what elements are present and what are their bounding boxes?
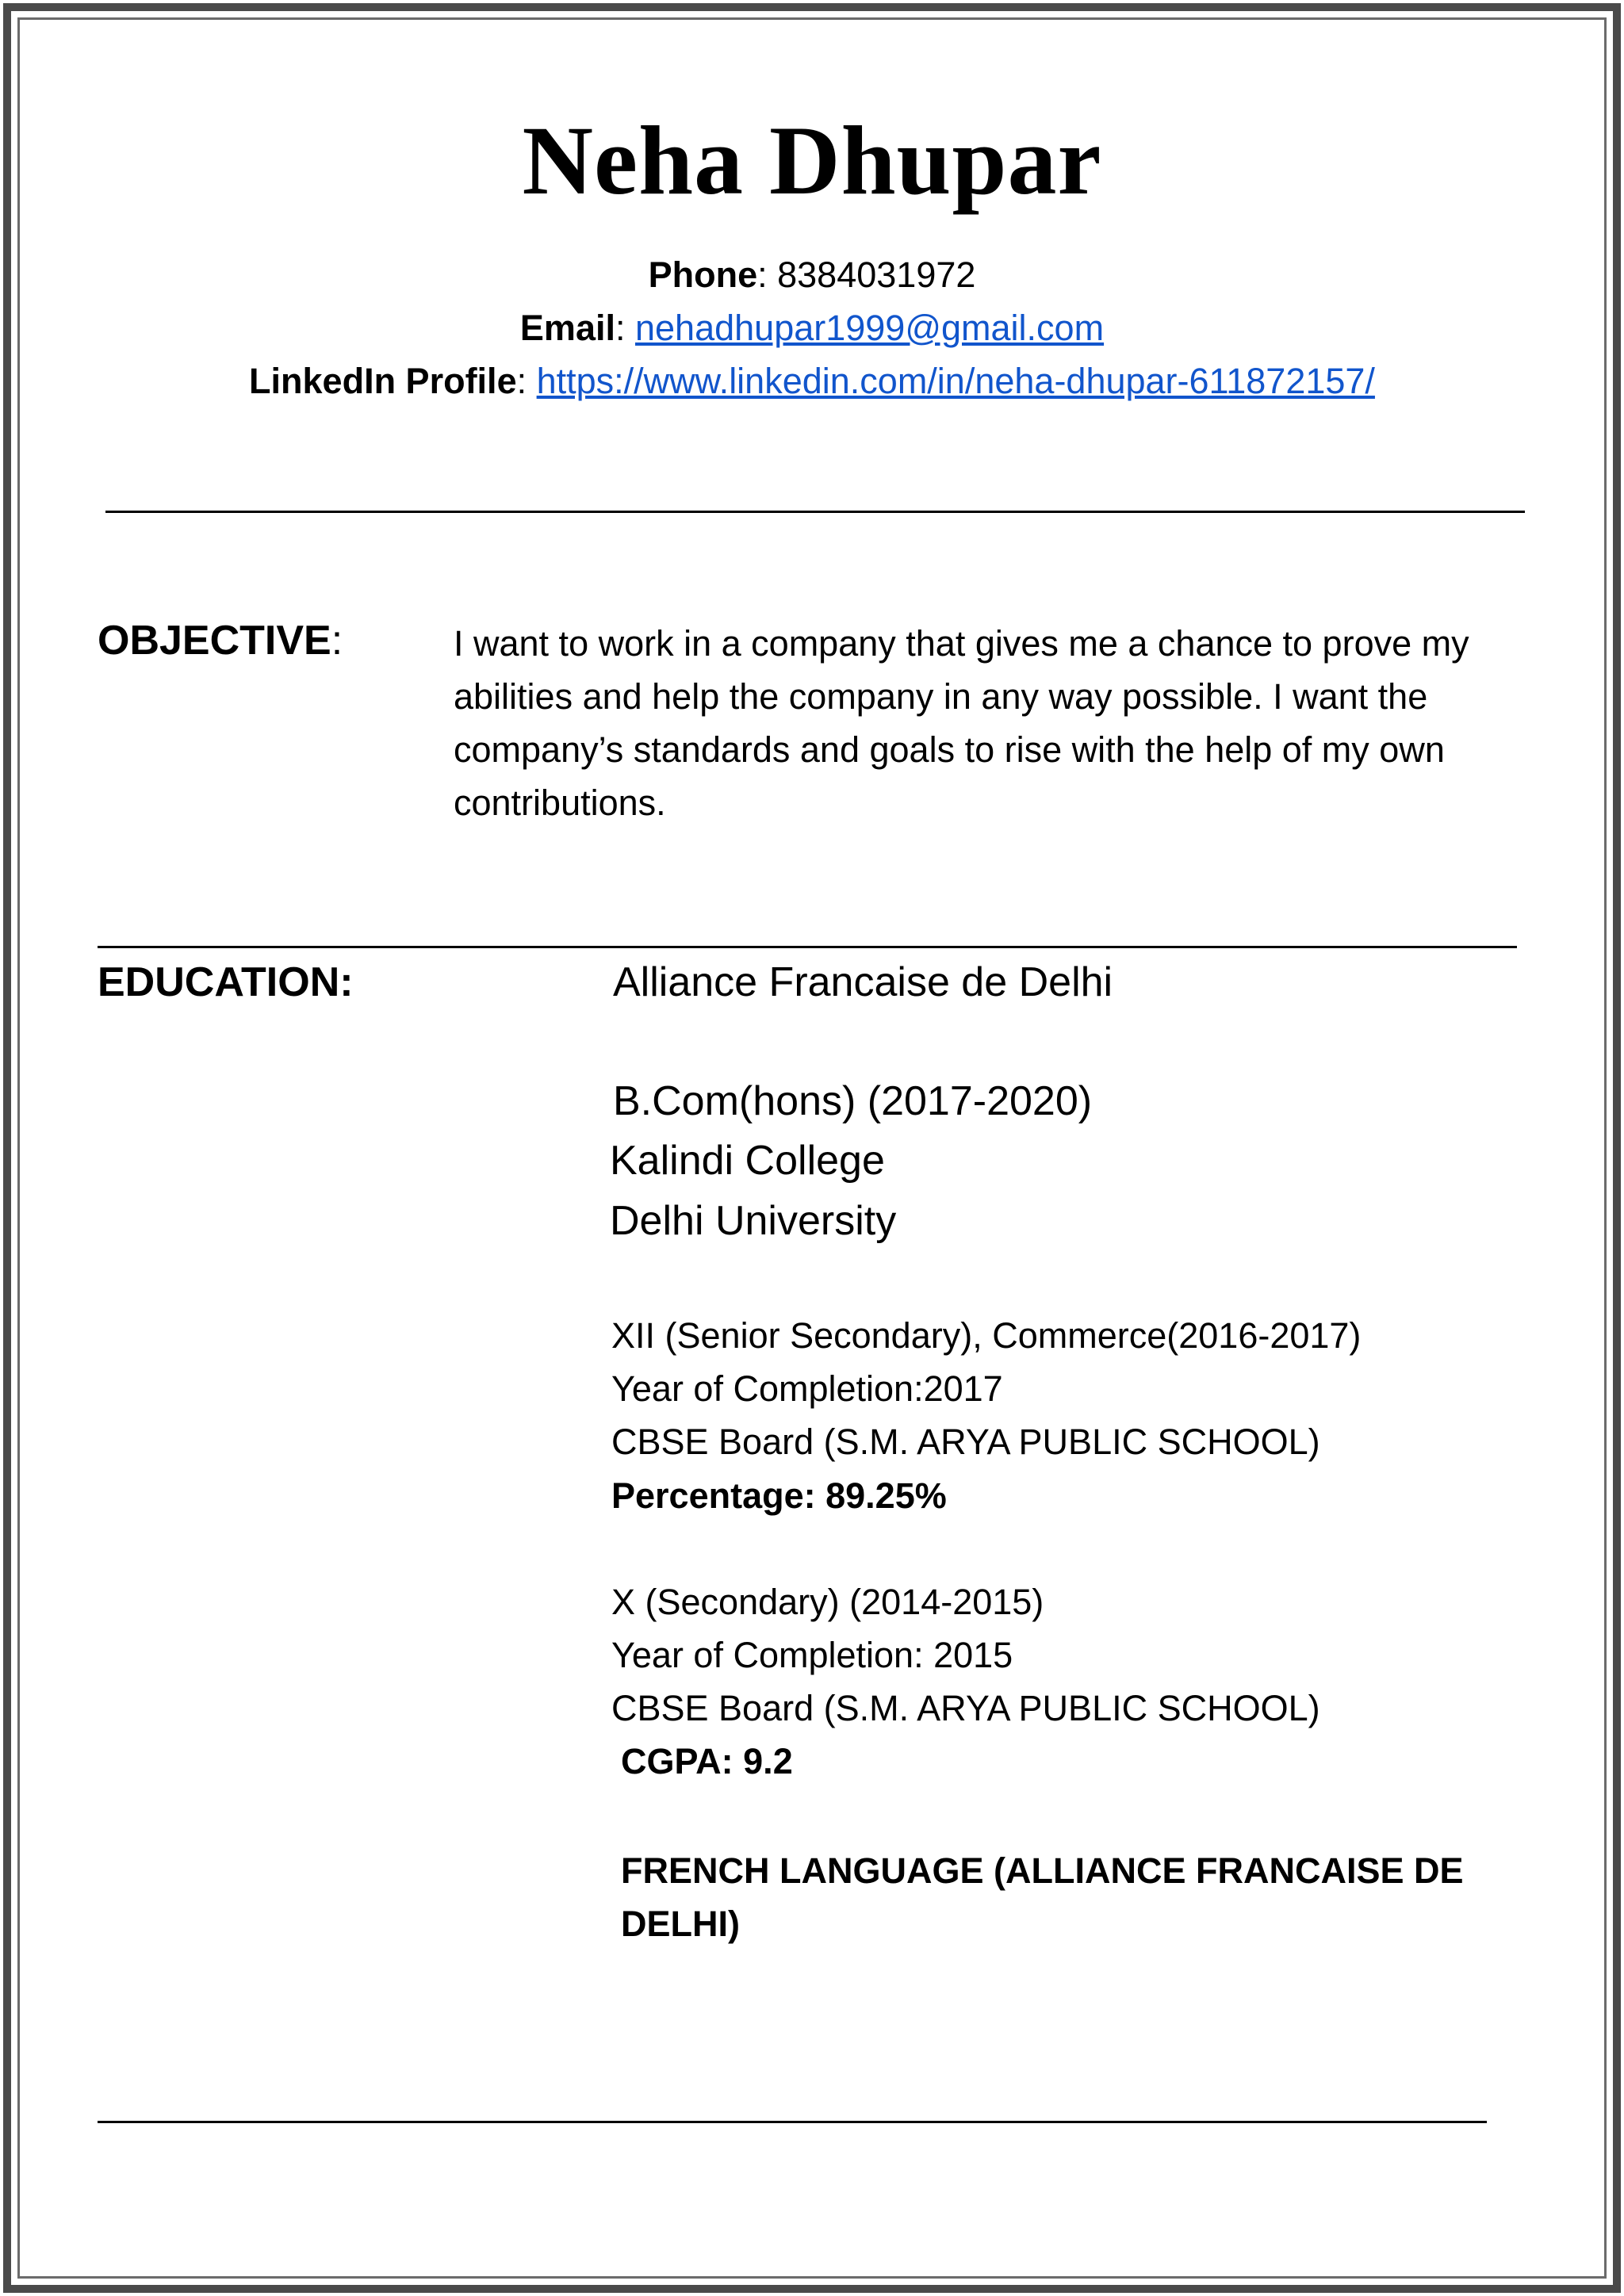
email-separator: : bbox=[615, 308, 635, 348]
divider-3 bbox=[98, 2121, 1487, 2123]
phone-label: Phone bbox=[648, 254, 758, 295]
x-score: CGPA: 9.2 bbox=[621, 1741, 793, 1781]
phone-value: 8384031972 bbox=[777, 254, 976, 295]
x-board: CBSE Board (S.M. ARYA PUBLIC SCHOOL) bbox=[611, 1688, 1320, 1728]
education-college: Kalindi College bbox=[610, 1138, 885, 1184]
xii-score: Percentage: 89.25% bbox=[611, 1475, 947, 1516]
education-degree: B.Com(hons) (2017-2020) bbox=[613, 1078, 1093, 1124]
phone-separator: : bbox=[757, 254, 778, 295]
objective-heading-colon: : bbox=[331, 618, 343, 664]
email-link[interactable]: nehadhupar1999@gmail.com bbox=[635, 308, 1105, 348]
x-title: X (Secondary) (2014-2015) bbox=[611, 1582, 1044, 1622]
linkedin-link[interactable]: https://www.linkedin.com/in/neha-dhupar-611872157/ bbox=[536, 361, 1375, 401]
linkedin-label: LinkedIn Profile bbox=[249, 361, 517, 401]
education-university: Delhi University bbox=[610, 1198, 897, 1244]
phone-line bbox=[0, 251, 1624, 299]
objective-heading-text: OBJECTIVE bbox=[98, 618, 331, 664]
resume-name: Neha Dhupar bbox=[522, 106, 1102, 215]
email-line bbox=[0, 304, 1624, 352]
email-label: Email bbox=[519, 308, 615, 348]
education-institution: Alliance Francaise de Delhi bbox=[613, 959, 1113, 1005]
divider-1 bbox=[105, 511, 1525, 513]
xii-title: XII (Senior Secondary), Commerce(2016-2017) bbox=[611, 1315, 1362, 1356]
linkedin-line bbox=[0, 358, 1624, 405]
objective-heading bbox=[98, 617, 343, 664]
divider-2 bbox=[98, 946, 1517, 948]
xii-completion: Year of Completion:2017 bbox=[611, 1368, 1003, 1409]
linkedin-separator: : bbox=[516, 361, 537, 401]
french-language: FRENCH LANGUAGE (ALLIANCE FRANCAISE DE DELHI) bbox=[621, 1850, 1464, 1944]
xii-board: CBSE Board (S.M. ARYA PUBLIC SCHOOL) bbox=[611, 1422, 1320, 1462]
education-heading: EDUCATION: bbox=[98, 959, 354, 1005]
objective-text: I want to work in a company that gives me a chance to prove my abilities and help the company in any way possible. I want the company’s standards and goals to rise with the help of my own contributions. bbox=[454, 623, 1469, 823]
x-completion: Year of Completion: 2015 bbox=[611, 1635, 1013, 1675]
